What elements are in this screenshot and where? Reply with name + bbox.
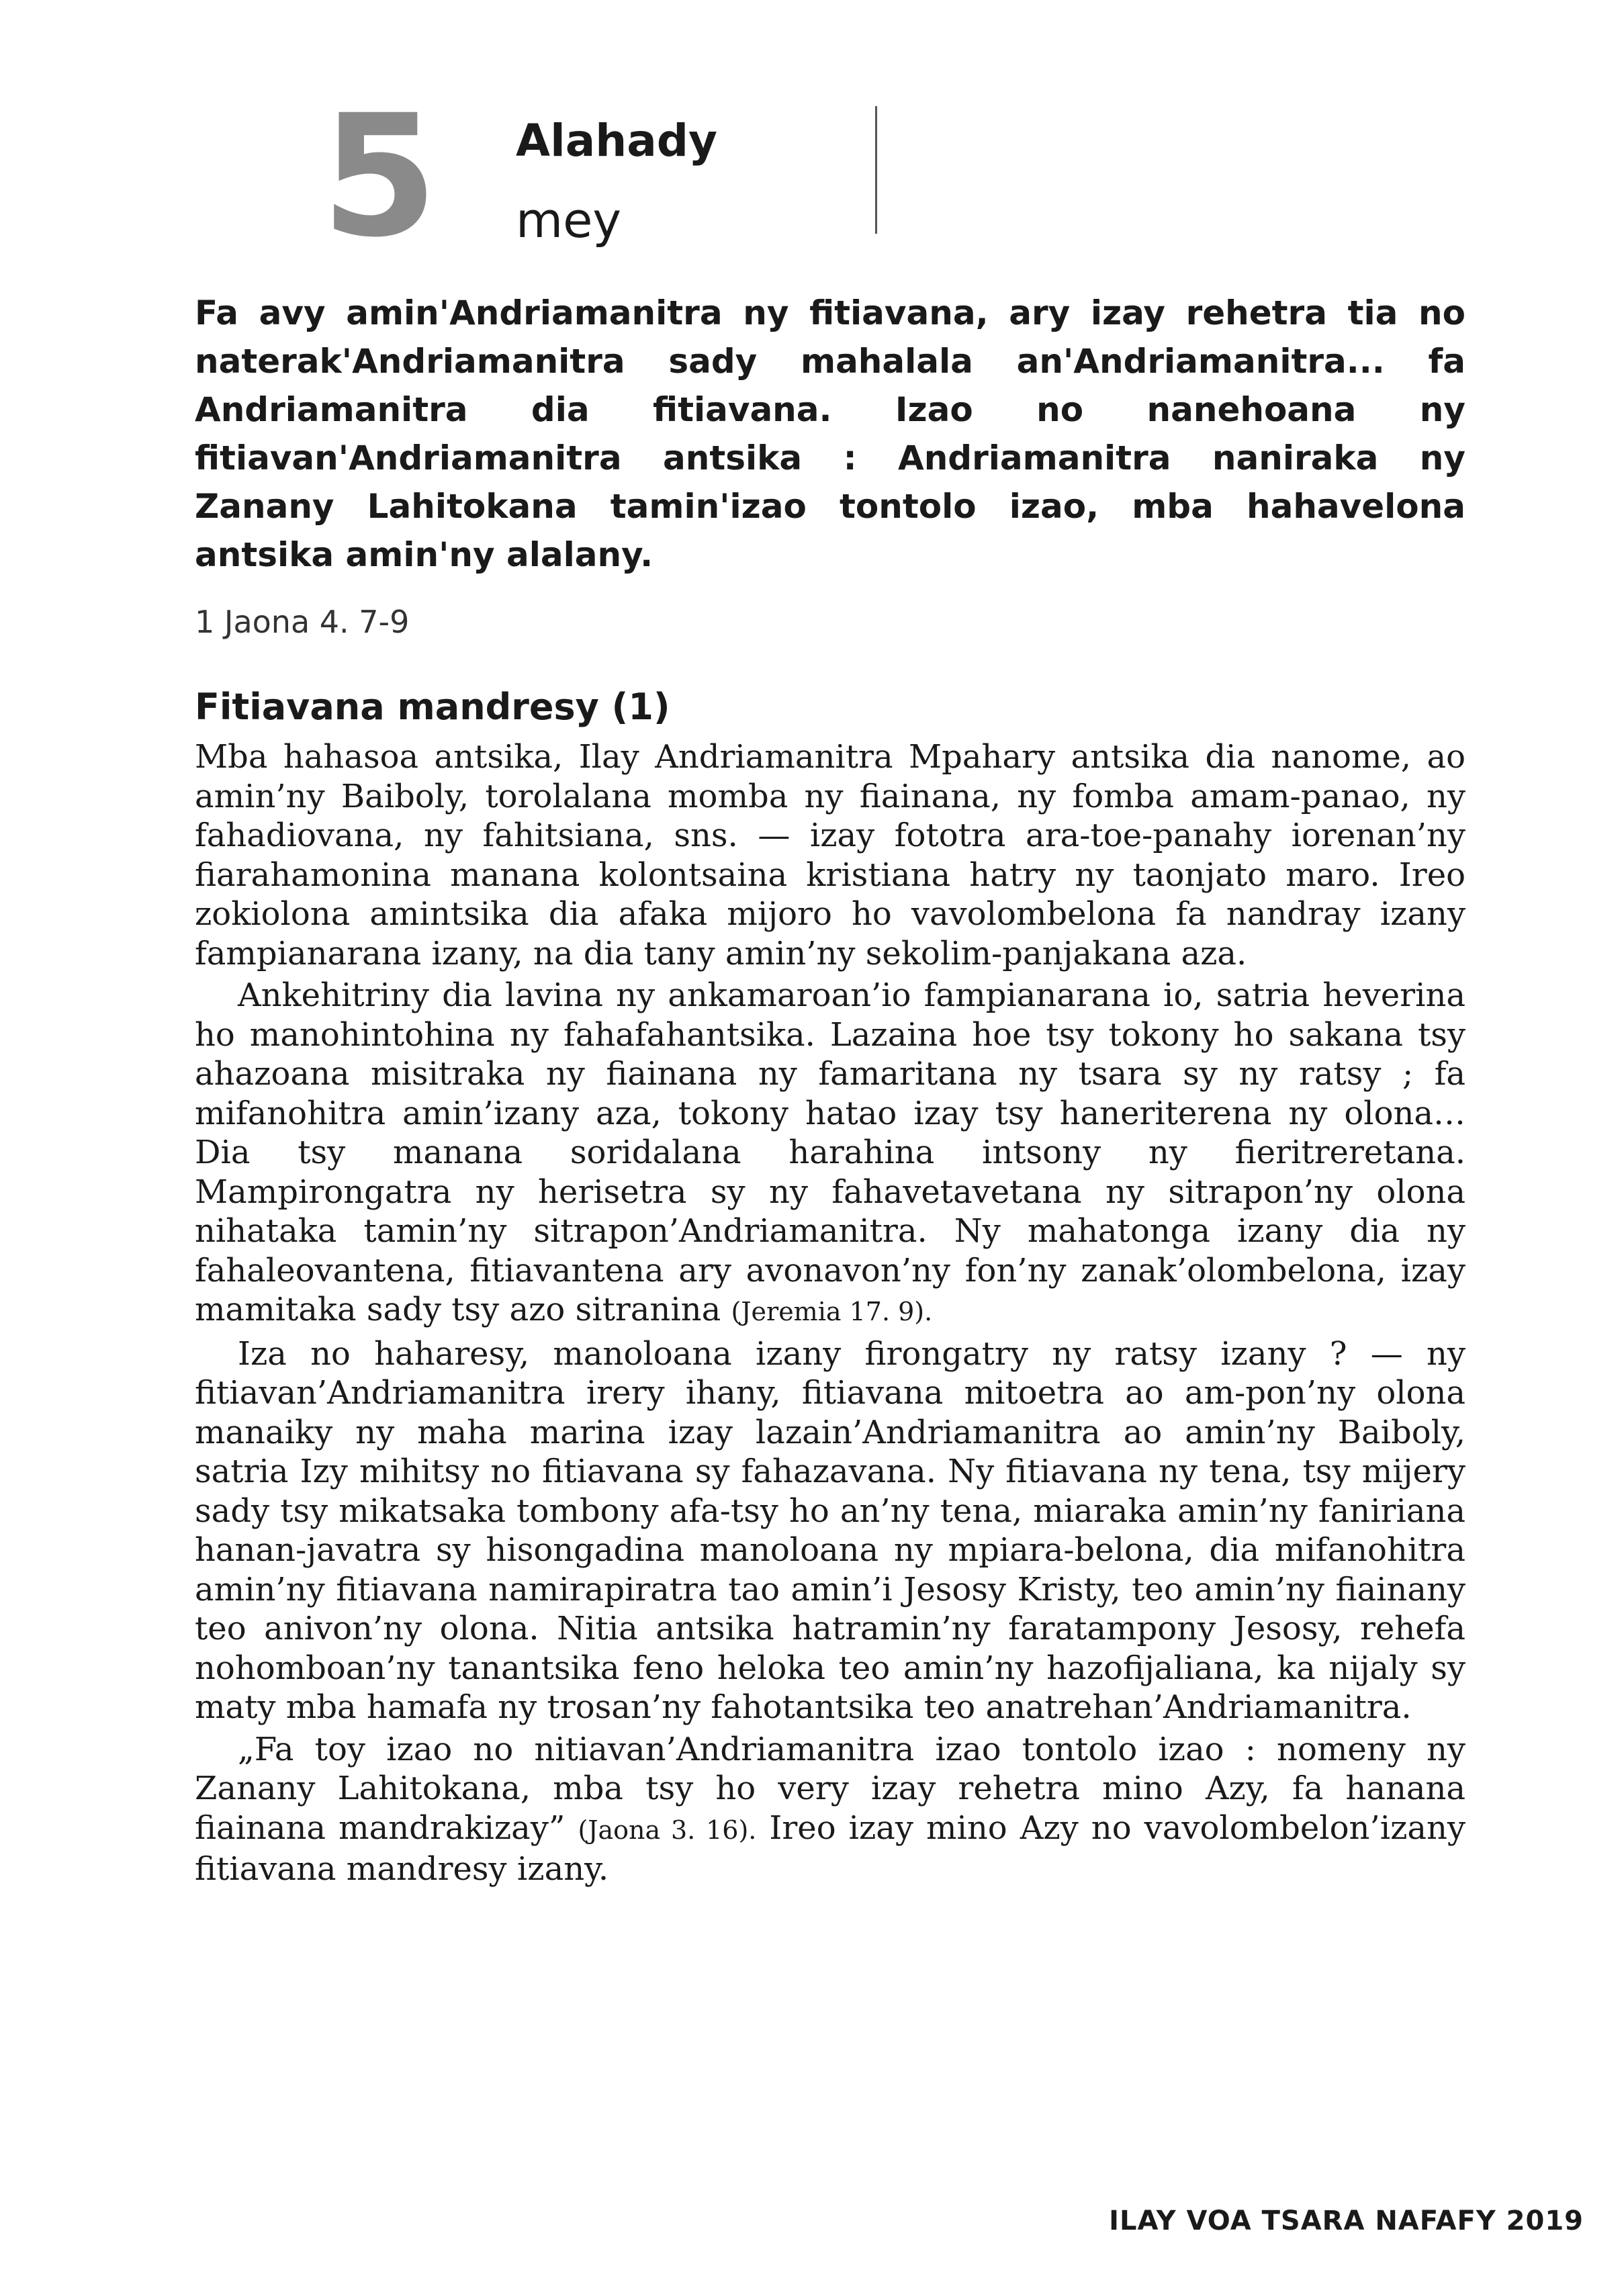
month-label: mey xyxy=(516,192,622,248)
paragraph-2-text: Ankehitriny dia lavina ny ankamaroan’io fampianarana io, satria heverina ho manohintohina ny fahafahantsika. Lazaina hoe tsy tokony ho sakana tsy ahazoana misitraka ny fiainana ny famaritana ny tsara sy ny ratsy ; fa mifanohitra amin’izany aza, tokony hatao izay tsy haneriterena ny olona… Dia tsy manana soridalana harahina intsony ny fieritreretana. Mampirongatra ny herisetra sy ny fahavetavetana ny sitrapon’ny olona nihataka tamin’ny sitrapon’Andriamanitra. Ny mahatonga izany dia ny fahaleovantena, fitiavantena ary avonavon’ny fon’ny zanak’olombelona, izay mamitaka sady tsy azo sitranina xyxy=(195,976,1465,1328)
verse-reference: 1 Jaona 4. 7-9 xyxy=(195,604,410,640)
verse-text: Fa avy amin'Andriamanitra ny fitiavana, ary izay rehetra tia no naterak'Andriamanitra sady mahalala an'Andriamanitra... fa Andriamanitra dia fitiavana. Izao no nanehoana ny fitiavan'Andriamanitra antsika : Andriamanitra naniraka ny Zanany Lahitokana tamin'izao tontolo izao, mba hahavelona antsika amin'ny alalany. xyxy=(195,293,1465,574)
paragraph-2-reference: (Jeremia 17. 9). xyxy=(731,1297,933,1326)
paragraph-2 xyxy=(195,976,1465,1332)
day-number: 5 xyxy=(321,79,435,274)
paragraph-4-reference: (Jaona 3. 16). xyxy=(578,1815,757,1845)
footer-title: ILAY VOA TSARA NAFAFY 2019 xyxy=(1109,2205,1584,2236)
paragraph-4-text: „Fa toy izao no nitiavan’Andriamanitra izao tontolo izao : nomeny ny Zanany Lahitokana, mba tsy ho very izay rehetra mino Azy, fa hanana fiainana mandrakizay” xyxy=(195,1730,1465,1847)
paragraph-4 xyxy=(195,1730,1465,1889)
paragraph-1: Mba hahasoa antsika, Ilay Andriamanitra Mpahary antsika dia nanome, ao amin’ny Baiboly, torolalana momba ny fiainana, ny fomba amam-panao, ny fahadiovana, ny fahitsiana, sns. — izay fototra ara-toe-panahy iorenan’ny fiarahamonina manana kolontsaina kristiana hatry ny taonjato maro. Ireo zokiolona amintsika dia afaka mijoro ho vavolombelona fa nandray izany fampianarana izany, na dia tany amin’ny sekolim-panjakana aza. xyxy=(195,738,1465,972)
paragraph-3: Iza no haharesy, manoloana izany firongatry ny ratsy izany ? — ny fitiavan’Andriamanitra irery ihany, fitiavana mitoetra ao am-pon’ny olona manaiky ny maha marina izay lazain’Andriamanitra ao amin’ny Baiboly, satria Izy mihitsy no fitiavana sy fahazavana. Ny fitiavana ny tena, tsy mijery sady tsy mikatsaka tombony afa-tsy ho an’ny tena, miaraka amin’ny faniriana hanan-javatra sy hisongadina manoloana ny mpiara-belona, dia mifanohitra amin’ny fitiavana namirapiratra tao amin’i Jesosy Kristy, teo amin’ny fiainany teo anivon’ny olona. Nitia antsika hatramin’ny faratampony Jesosy, rehefa nohomboan’ny tanantsika feno heloka teo amin’ny hazofijaliana, ka nijaly sy maty mba hamafa ny trosan’ny fahotantsika teo anatrehan’Andriamanitra. xyxy=(195,1334,1465,1726)
weekday-label: Alahady xyxy=(516,115,718,167)
paragraph-4-tail: Ireo izay mino Azy no vavolombelon’izany fitiavana mandresy izany. xyxy=(195,1809,1465,1888)
article-body xyxy=(195,737,1465,1892)
article-title: Fitiavana mandresy (1) xyxy=(195,686,670,728)
header-divider xyxy=(875,106,877,234)
